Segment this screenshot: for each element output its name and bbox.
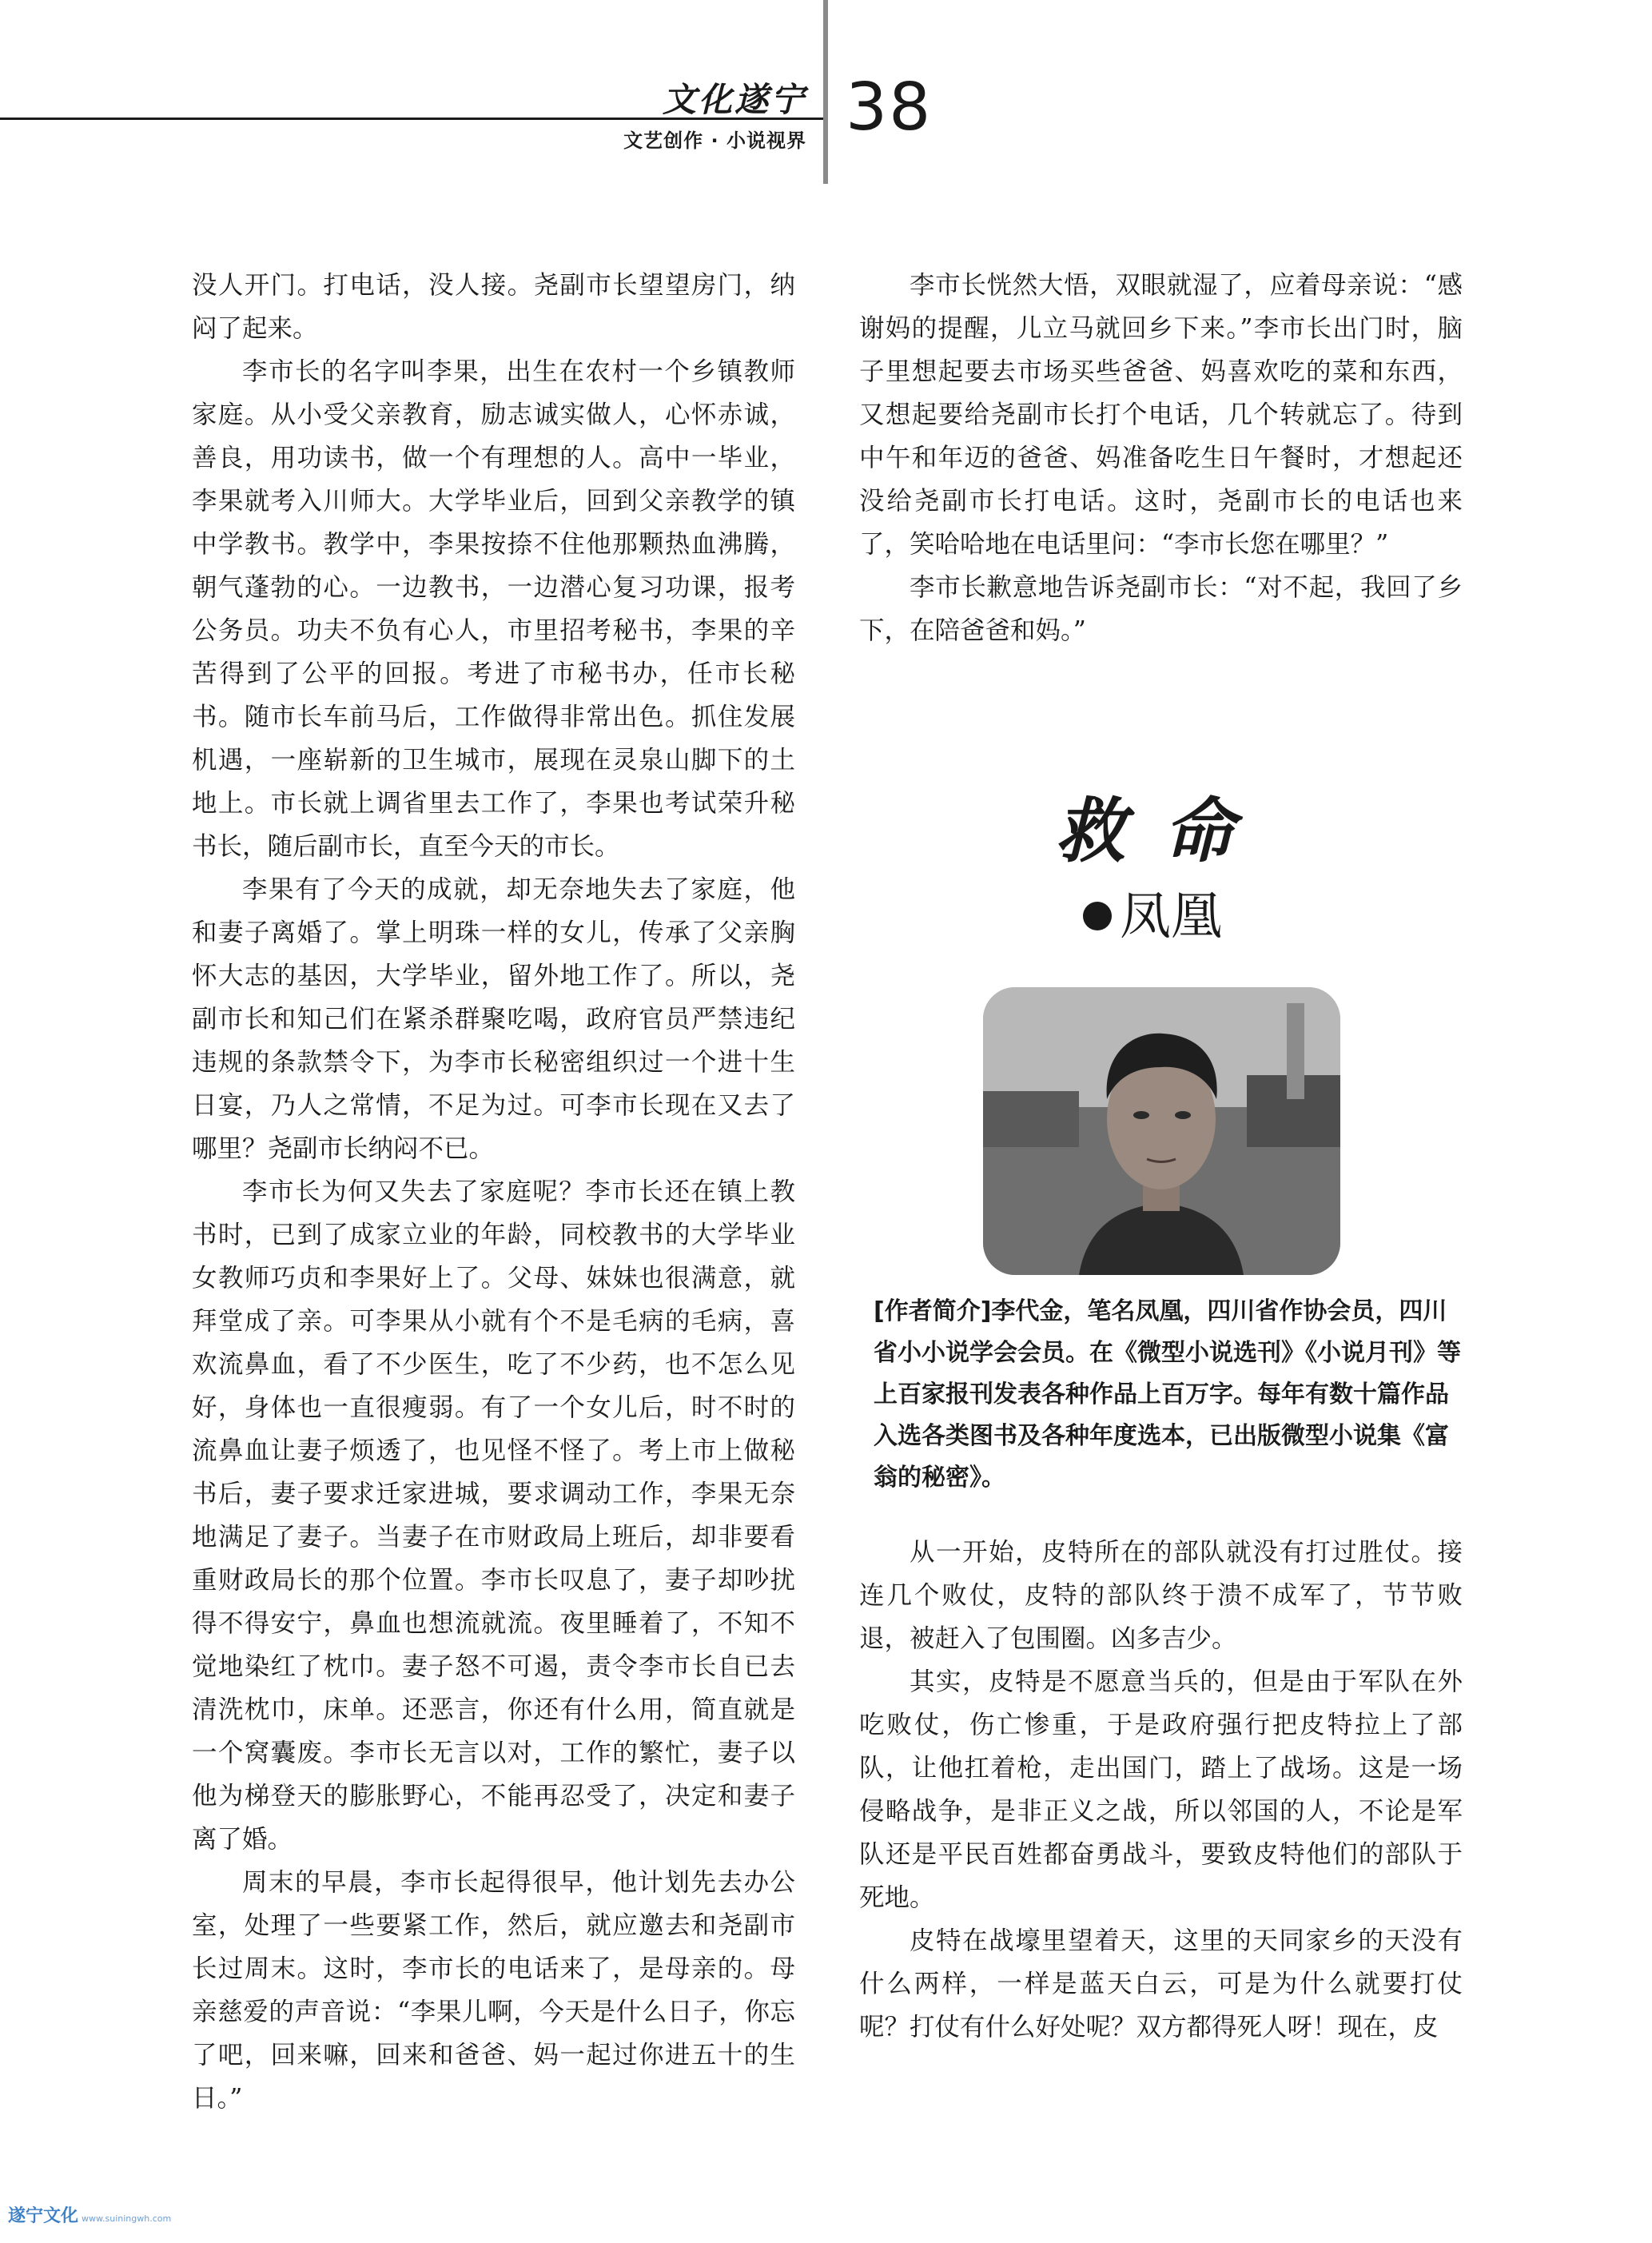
column-title: 文化遂宁 <box>662 80 806 119</box>
author-name: 凤凰 <box>1120 887 1222 946</box>
paragraph: 李市长恍然大悟，双眼就湿了，应着母亲说：“感谢妈的提醒，儿立马就回乡下来。”李市长出门时，脑子里想起要去市场买些爸爸、妈喜欢吃的菜和东西，又想起要给尧副市长打个电话，几个转就忘了。待到中午和年迈的爸爸、妈准备吃生日午餐时，才想起还没给尧副市长打电话。这时，尧副市长的电话也来了，笑哈哈地在电话里问：“李市长您在哪里？” <box>859 271 1463 559</box>
right-column-bottom <box>859 1531 1463 2049</box>
watermark-logo <box>8 2202 171 2227</box>
paragraph: 皮特在战壕里望着天，这里的天同家乡的天没有什么两样，一样是蓝天白云，可是为什么就要打仗呢？打仗有什么好处呢？双方都得死人呀！现在，皮 <box>859 1926 1463 2042</box>
paragraph: 李果有了今天的成就，却无奈地失去了家庭，他和妻子离婚了。掌上明珠一样的女儿，传承了父亲胸怀大志的基因，大学毕业，留外地工作了。所以，尧副市长和知己们在紧杀群聚吃喝，政府官员严禁违纪违规的条款禁令下，为李市长秘密组织过一个进十生日宴，乃人之常情，不足为过。可李市长现在又去了哪里？尧副市长纳闷不已。 <box>192 875 795 1163</box>
author-photo <box>983 987 1340 1275</box>
section-subtitle: 文艺创作 · 小说视界 <box>623 129 806 152</box>
author-bio <box>874 1291 1465 1499</box>
paragraph: 从一开始，皮特所在的部队就没有打过胜仗。接连几个败仗，皮特的部队终于溃不成军了，节节败退，被赶入了包围圈。凶多吉少。 <box>859 1538 1463 1653</box>
paragraph: 李市长为何又失去了家庭呢？李市长还在镇上教书时，已到了成家立业的年龄，同校教书的大学毕业女教师巧贞和李果好上了。父母、妹妹也很满意，就拜堂成了亲。可李果从小就有个不是毛病的毛病，喜欢流鼻血，看了不少医生，吃了不少药，也不怎么见好，身体也一直很瘦弱。有了一个女儿后，时不时的流鼻血让妻子烦透了，也见怪不怪了。考上市上做秘书后，妻子要求迁家进城，要求调动工作，李果无奈地满足了妻子。当妻子在市财政局上班后，却非要看重财政局长的那个位置。李市长叹息了，妻子却吵扰得不得安宁，鼻血也想流就流。夜里睡着了，不知不觉地染红了枕巾。妻子怒不可遏，责令李市长自已去清洗枕巾，床单。还恶言，你还有什么用，简直就是一个窝囊废。李市长无言以对，工作的繁忙，妻子以他为梯登天的膨胀野心，不能再忍受了，决定和妻子离了婚。 <box>192 1177 795 1854</box>
bio-text: 李代金，笔名凤凰，四川省作协会员，四川省小小说学会会员。在《微型小说选刊》《小说月刊》等上百家报刊发表各种作品上百万字。每年有数十篇作品入选各类图书及各种年度选本，已出版微型小说集《富翁的秘密》。 <box>874 1297 1461 1492</box>
bullet-dot-icon <box>1083 902 1112 930</box>
left-column <box>192 264 795 2120</box>
logo-url: www.suiningwh.com <box>82 2213 172 2224</box>
paragraph: 周末的早晨，李市长起得很早，他计划先去办公室，处理了一些要紧工作，然后，就应邀去和尧副市长过周末。这时，李市长的电话来了，是母亲的。母亲慈爱的声音说：“李果儿啊，今天是什么日子，你忘了吧，回来嘛，回来和爸爸、妈一起过你进五十的生日。” <box>192 1868 795 2113</box>
logo-text: 遂宁文化 <box>8 2206 79 2226</box>
paragraph: 李市长歉意地告诉尧副市长：“对不起，我回了乡下，在陪爸爸和妈。” <box>859 573 1463 645</box>
paragraph: 其实，皮特是不愿意当兵的，但是由于军队在外吃败仗，伤亡惨重，于是政府强行把皮特拉上了部队，让他扛着枪，走出国门，踏上了战场。这是一场侵略战争，是非正义之战，所以邻国的人，不论是军队还是平民百姓都奋勇战斗，要致皮特他们的部队于死地。 <box>859 1667 1463 1912</box>
paragraph: 李市长的名字叫李果，出生在农村一个乡镇教师家庭。从小受父亲教育，励志诚实做人，心怀赤诚，善良，用功读书，做一个有理想的人。高中一毕业，李果就考入川师大。大学毕业后，回到父亲教学的镇中学教书。教学中，李果按捺不住他那颗热血沸腾，朝气蓬勃的心。一边教书，一边潜心复习功课，报考公务员。功夫不负有心人，市里招考秘书，李果的辛苦得到了公平的回报。考进了市秘书办，任市长秘书。随市长车前马后，工作做得非常出色。抓住发展机遇，一座崭新的卫生城市，展现在灵泉山脚下的土地上。市长就上调省里去工作了，李果也考试荣升秘书长，随后副市长，直至今天的市长。 <box>192 357 795 861</box>
story-title: 救命 <box>1055 789 1273 872</box>
paragraph: 没人开门。打电话，没人接。尧副市长望望房门，纳闷了起来。 <box>192 271 795 343</box>
page-number: 38 <box>846 70 933 145</box>
portrait-image <box>983 987 1340 1275</box>
bio-label: [作者简介] <box>874 1297 992 1325</box>
story-author <box>1083 875 1222 949</box>
right-column-top <box>859 264 1463 652</box>
header-vertical-bar <box>823 0 828 184</box>
